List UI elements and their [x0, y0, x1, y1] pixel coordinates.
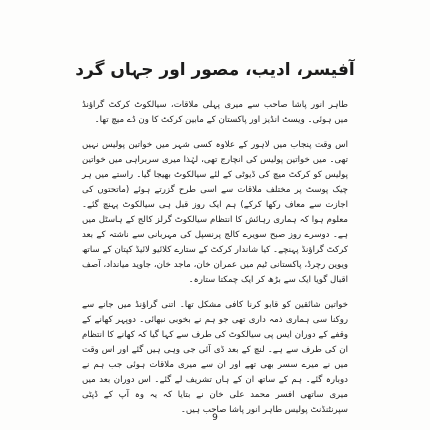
paragraph-2: اس وقت پنجاب میں لاہور کے علاوہ کسی شہر میں خواتین پولیس نہیں تھی۔ میں خواتین پولیس کی انچارج تھی، لہٰذا میری سربراہی میں خواتین پولیس کو کرکٹ میچ کی ڈیوٹی کے لئے سیالکوٹ بھیجا گیا۔ راستے میں ہر چیک پوسٹ پر مختلف ملاقات سے اسی طرح گزرتے ہوئے (ماتحتوں کی اجازت سے معاف رکھا کرکے) ہم ایک روز قبل ہی سیالکوٹ پہنچ گئے۔ معلوم ہوا کہ ہماری رہائش کا انتظام سیالکوٹ گرلز کالج کے ہاسٹل میں ہے۔ دوسرے روز صبح سویرے کالج پرنسپل کی مہربانی سے ناشتہ کے بعد کرکٹ گراؤنڈ پہنچے۔ کیا شاندار کرکٹ کے ستارے کلائیو لائیڈ کپتان کے ساتھ ویوین رچرڈ، پاکستانی ٹیم میں عمران خان، ماجد خان، جاوید میانداد، آصف اقبال گویا ایک سے بڑھ کر ایک چمکتا ستارہ۔ [82, 140, 348, 285]
body-text [82, 98, 348, 428]
paragraph-1: طاہر انور پاشا صاحب سے میری پہلی ملاقات، سیالکوٹ کرکٹ گراؤنڈ میں ہوئی۔ ویسٹ انڈیز اور پاکستان کے مابین کرکٹ کا ون ڈے میچ تھا۔ [82, 100, 348, 125]
chapter-title: آفیسر، ادیب، مصور اور جہاں گرد [75, 60, 355, 80]
paragraph-3: خواتین شائقین کو قابو کرنا کافی مشکل تھا۔ اتنی گراؤنڈ میں جانے سے روکنا سی ہماری ذمہ داری تھی جو ہم نے بخوبی نبھائی۔ دوپہر کھانے کے وقفے کے دوران ایس پی سیالکوٹ کی طرف سے کہا گیا کہ کھانے کا انتظام ان کی طرف سے ہے۔ لنچ کے بعد ڈی آئی جی وہی ہیں گئے اور اس وقت میں نے میرے سسر بھی تھے اور ان سے میری ملاقات ہوئی جب ہم نے دوبارہ گئے۔ ہم کے ساتھ ان کے ہاں تشریف لے گئے۔ اس دوران بعد میں میری ساتھی افسر محمد علی خان نے بتایا کہ یہ وہ آپ کے ڈپٹی سپرنٹنڈنٹ پولیس طاہر انور پاشا صاحب ہیں۔ [82, 300, 348, 415]
page-number: 9 [212, 413, 218, 423]
